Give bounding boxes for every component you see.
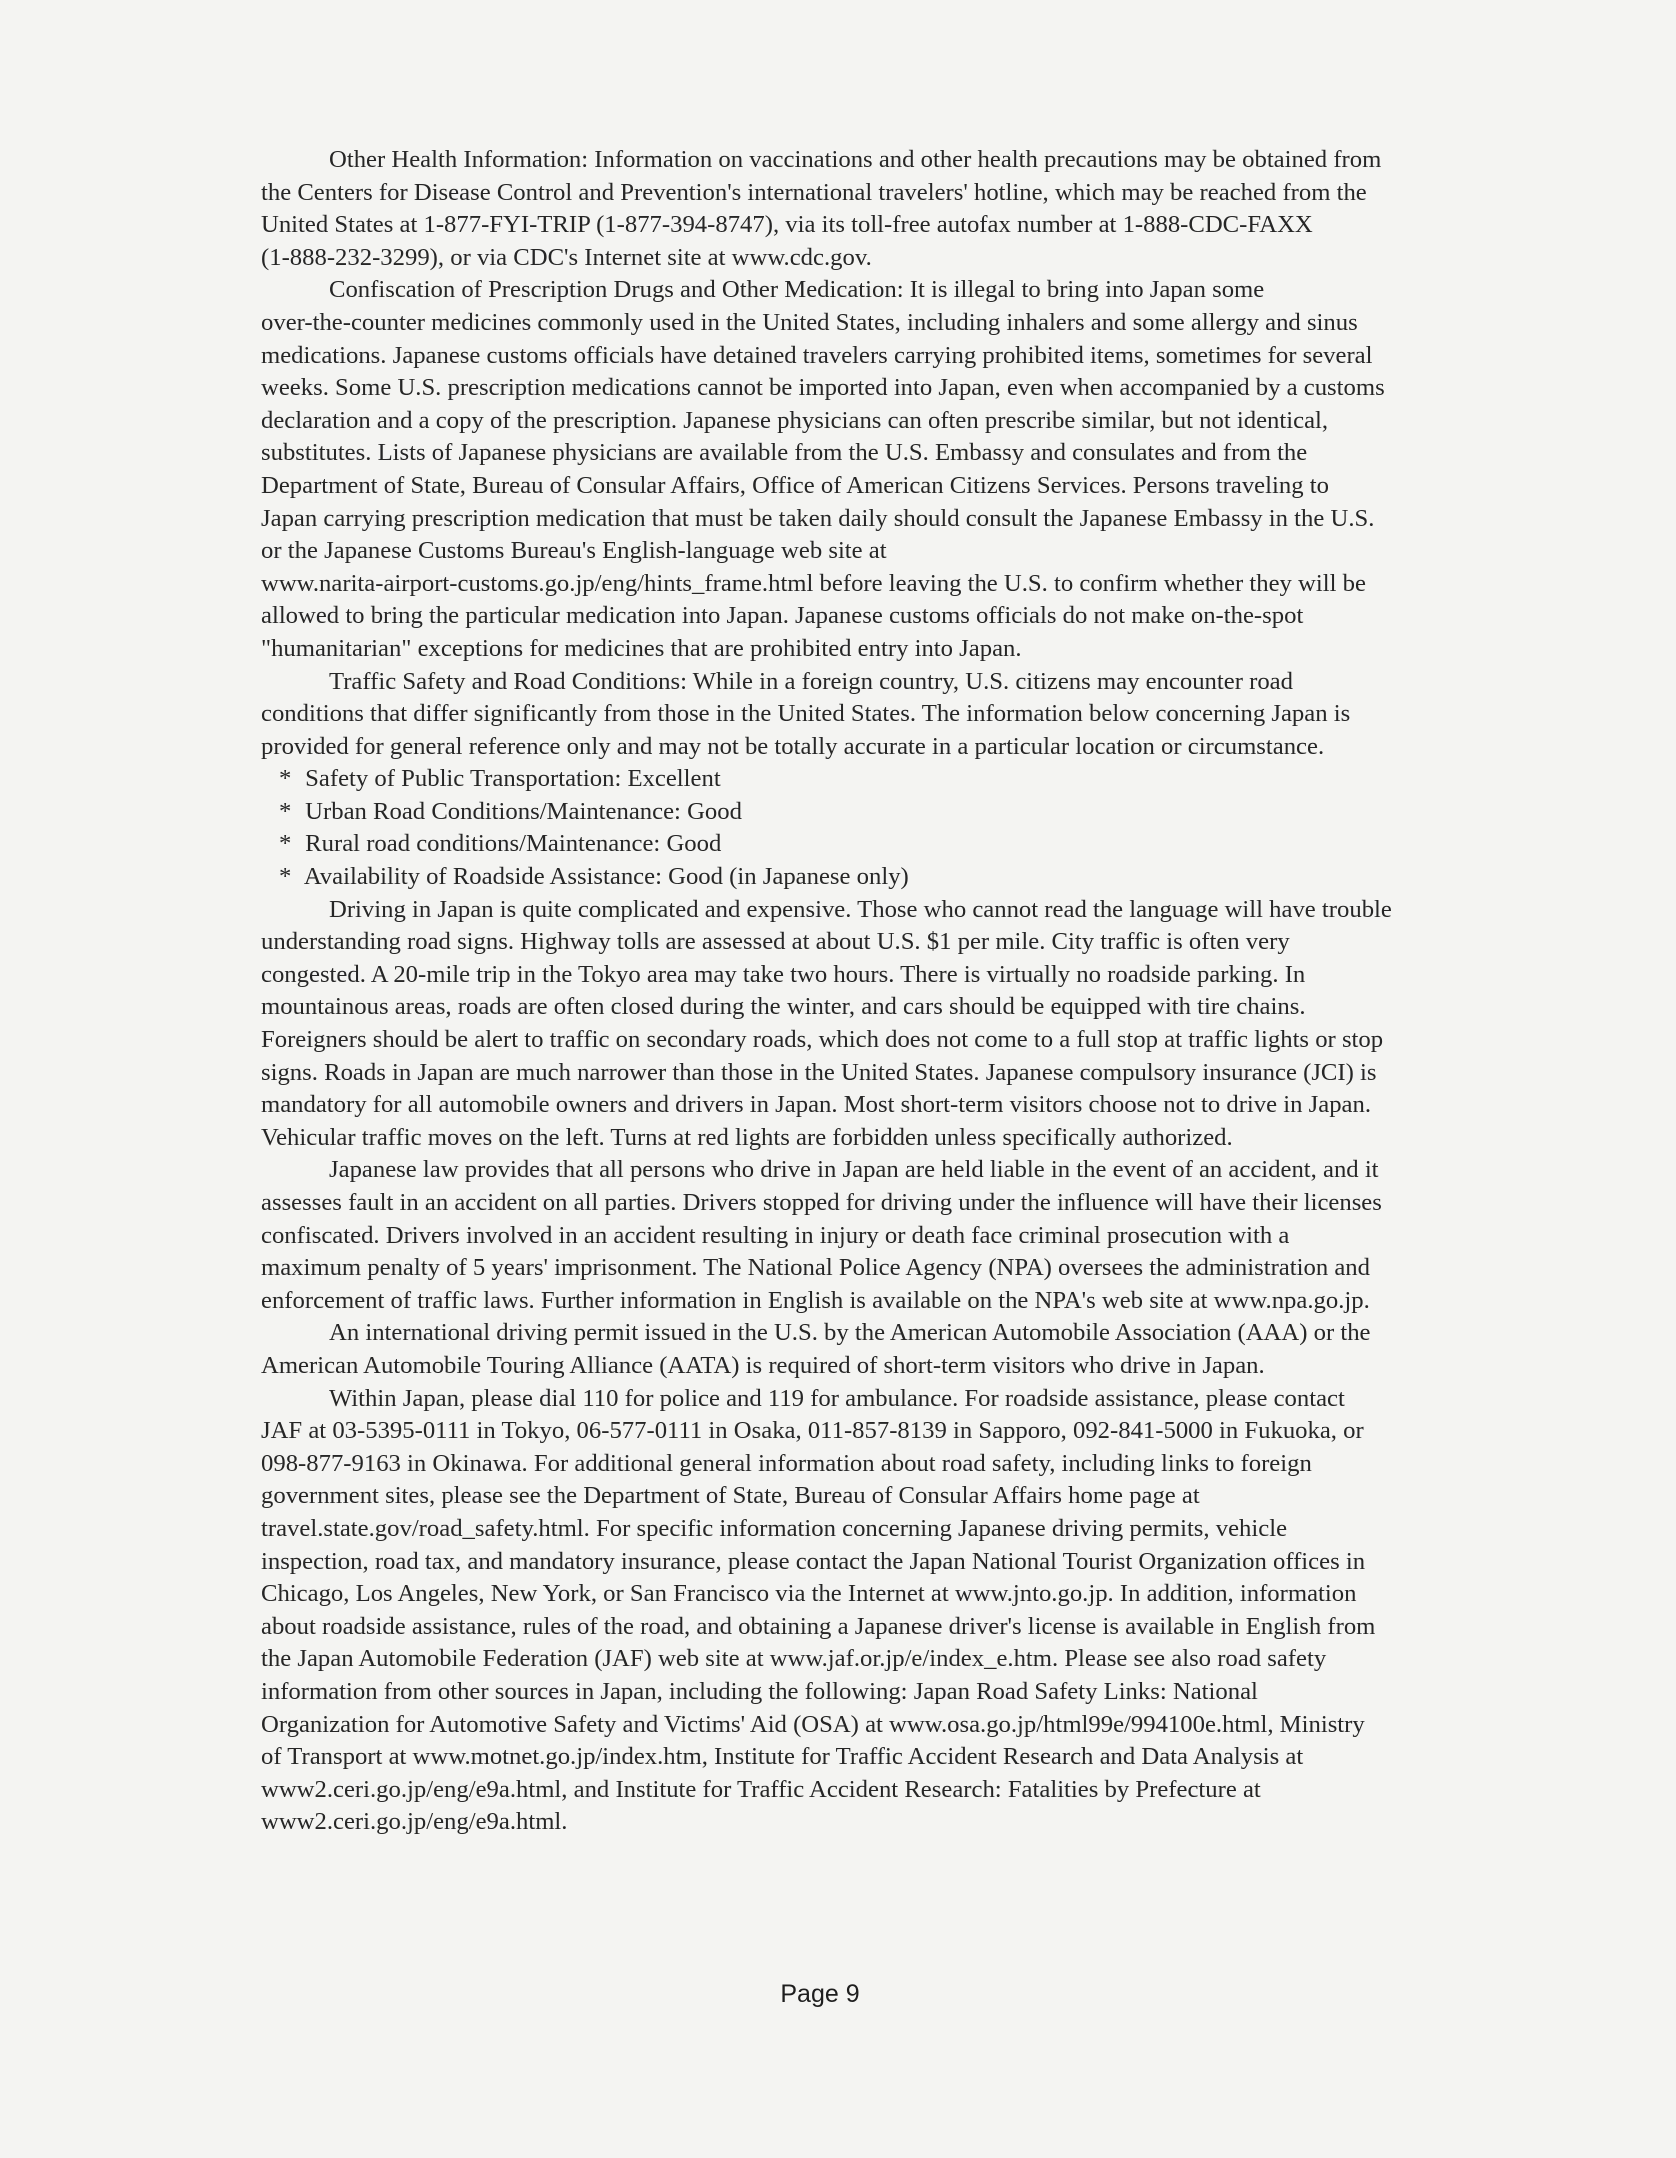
text-line: Japan carrying prescription medication that must be taken daily should consult the Japanese Embassy in the U.S. — [261, 504, 1375, 532]
text-line: over-the-counter medicines commonly used in the United States, including inhalers and some allergy and sinus — [261, 308, 1358, 336]
text-line: www2.ceri.go.jp/eng/e9a.html. — [261, 1808, 568, 1836]
bullet-text: Urban Road Conditions/Maintenance: Good — [305, 797, 742, 825]
text-line: maximum penalty of 5 years' imprisonment. The National Police Agency (NPA) oversees the administration and — [261, 1254, 1370, 1282]
paragraph-first-line: An international driving permit issued in the U.S. by the American Automobile Association (AAA) or the — [329, 1319, 1371, 1347]
text-line: www2.ceri.go.jp/eng/e9a.html, and Institute for Traffic Accident Research: Fatalities by Prefecture at — [261, 1775, 1261, 1803]
text-line: 098-877-9163 in Okinawa. For additional general information about road safety, including links to foreign — [261, 1449, 1312, 1477]
text-line: enforcement of traffic laws. Further information in English is available on the NPA's web site at www.npa.go.jp. — [261, 1286, 1370, 1314]
text-line: weeks. Some U.S. prescription medications cannot be imported into Japan, even when accompanied by a customs — [261, 374, 1385, 402]
text-line: American Automobile Touring Alliance (AATA) is required of short-term visitors who drive in Japan. — [261, 1351, 1265, 1379]
text-line: confiscated. Drivers involved in an accident resulting in injury or death face criminal prosecution with a — [261, 1221, 1290, 1249]
bullet-item — [261, 796, 1524, 829]
bullet-text: Availability of Roadside Assistance: Good (in Japanese only) — [303, 863, 909, 891]
text-line: inspection, road tax, and mandatory insurance, please contact the Japan National Tourist Organization offices in — [261, 1547, 1366, 1575]
text-line: mandatory for all automobile owners and drivers in Japan. Most short-term visitors choose not to drive in Japan. — [261, 1091, 1372, 1119]
text-line: about roadside assistance, rules of the road, and obtaining a Japanese driver's license is available in English from — [261, 1612, 1376, 1640]
text-line: the Japan Automobile Federation (JAF) web site at www.jaf.or.jp/e/index_e.htm. Please see also road safety — [261, 1645, 1327, 1673]
bullet-marker: * — [279, 863, 292, 891]
text-line: allowed to bring the particular medication into Japan. Japanese customs officials do not make on-the-spot — [261, 602, 1304, 630]
text-line: Department of State, Bureau of Consular Affairs, Office of American Citizens Services. Persons traveling to — [261, 471, 1329, 499]
text-line: provided for general reference only and may not be totally accurate in a particular location or circumstance. — [261, 732, 1325, 760]
text-line: travel.state.gov/road_safety.html. For specific information concerning Japanese driving permits, vehicle — [261, 1514, 1288, 1542]
paragraph-first-line: Traffic Safety and Road Conditions: While in a foreign country, U.S. citizens may encounter road — [329, 667, 1293, 695]
bullet-marker: * — [279, 765, 292, 793]
text-line: United States at 1-877-FYI-TRIP (1-877-394-8747), via its toll-free autofax number at 1-888-CDC-FAXX — [261, 211, 1313, 239]
text-line: Chicago, Los Angeles, New York, or San Francisco via the Internet at www.jnto.go.jp. In addition, information — [261, 1580, 1357, 1608]
bullet-item — [261, 763, 1524, 796]
bullet-text: Safety of Public Transportation: Excellent — [305, 765, 721, 793]
text-line: medications. Japanese customs officials have detained travelers carrying prohibited items, sometimes for several — [261, 341, 1373, 369]
text-line: assesses fault in an accident on all parties. Drivers stopped for driving under the influence will have their licenses — [261, 1189, 1382, 1216]
text-line: JAF at 03-5395-0111 in Tokyo, 06-577-0111 in Osaka, 011-857-8139 in Sapporo, 092-841-5000 in Fukuoka, or — [261, 1417, 1364, 1445]
text-line: (1-888-232-3299), or via CDC's Internet site at www.cdc.gov. — [261, 243, 872, 271]
text-line: understanding road signs. Highway tolls are assessed at about U.S. $1 per mile. City traffic is often very — [261, 928, 1290, 956]
text-line: information from other sources in Japan, including the following: Japan Road Safety Links: National — [261, 1677, 1258, 1705]
text-line: of Transport at www.motnet.go.jp/index.htm, Institute for Traffic Accident Research and Data Analysis at — [261, 1743, 1304, 1771]
text-line: Foreigners should be alert to traffic on secondary roads, which does not come to a full stop at traffic lights or stop — [261, 1026, 1384, 1054]
paragraph-first-line: Other Health Information: Information on vaccinations and other health precautions may be obtained from — [329, 146, 1382, 173]
bullet-item — [261, 828, 1524, 861]
text-line: conditions that differ significantly from those in the United States. The information below concerning Japan is — [261, 700, 1351, 728]
page-number: Page 9 — [780, 1980, 860, 2008]
paragraph-first-line: Confiscation of Prescription Drugs and Other Medication: It is illegal to bring into Japan some — [329, 276, 1265, 304]
text-line: congested. A 20-mile trip in the Tokyo area may take two hours. There is virtually no roadside parking. In — [261, 960, 1306, 988]
text-line: or the Japanese Customs Bureau's English-language web site at — [261, 537, 887, 565]
text-line: declaration and a copy of the prescription. Japanese physicians can often prescribe similar, but not identical, — [261, 406, 1329, 434]
text-line: government sites, please see the Department of State, Bureau of Consular Affairs home page at — [261, 1482, 1200, 1510]
paragraph-first-line: Japanese law provides that all persons who drive in Japan are held liable in the event of an accident, and it — [329, 1156, 1379, 1184]
text-line: Organization for Automotive Safety and Victims' Aid (OSA) at www.osa.go.jp/html99e/994100e.html, Ministry — [261, 1710, 1365, 1738]
text-line: signs. Roads in Japan are much narrower than those in the United States. Japanese compulsory insurance (JCI) is — [261, 1058, 1377, 1086]
text-line: substitutes. Lists of Japanese physicians are available from the U.S. Embassy and consulates and from the — [261, 439, 1308, 467]
paragraph-first-line: Within Japan, please dial 110 for police and 119 for ambulance. For roadside assistance, please contact — [329, 1384, 1345, 1412]
text-line: Vehicular traffic moves on the left. Turns at red lights are forbidden unless specifically authorized. — [261, 1123, 1233, 1151]
text-line: www.narita-airport-customs.go.jp/eng/hints_frame.html before leaving the U.S. to confirm whether they will be — [261, 569, 1366, 597]
paragraph-first-line: Driving in Japan is quite complicated and expensive. Those who cannot read the language will have trouble — [329, 895, 1392, 923]
document-body — [261, 144, 1524, 1839]
text-line: mountainous areas, roads are often closed during the winter, and cars should be equipped with tire chains. — [261, 993, 1306, 1021]
bullet-marker: * — [279, 797, 292, 825]
bullet-marker: * — [279, 830, 292, 858]
bullet-item — [261, 861, 1524, 894]
text-line: the Centers for Disease Control and Prevention's international travelers' hotline, which may be reached from the — [261, 178, 1367, 206]
bullet-text: Rural road conditions/Maintenance: Good — [305, 830, 722, 858]
text-line: "humanitarian" exceptions for medicines that are prohibited entry into Japan. — [261, 634, 1022, 662]
